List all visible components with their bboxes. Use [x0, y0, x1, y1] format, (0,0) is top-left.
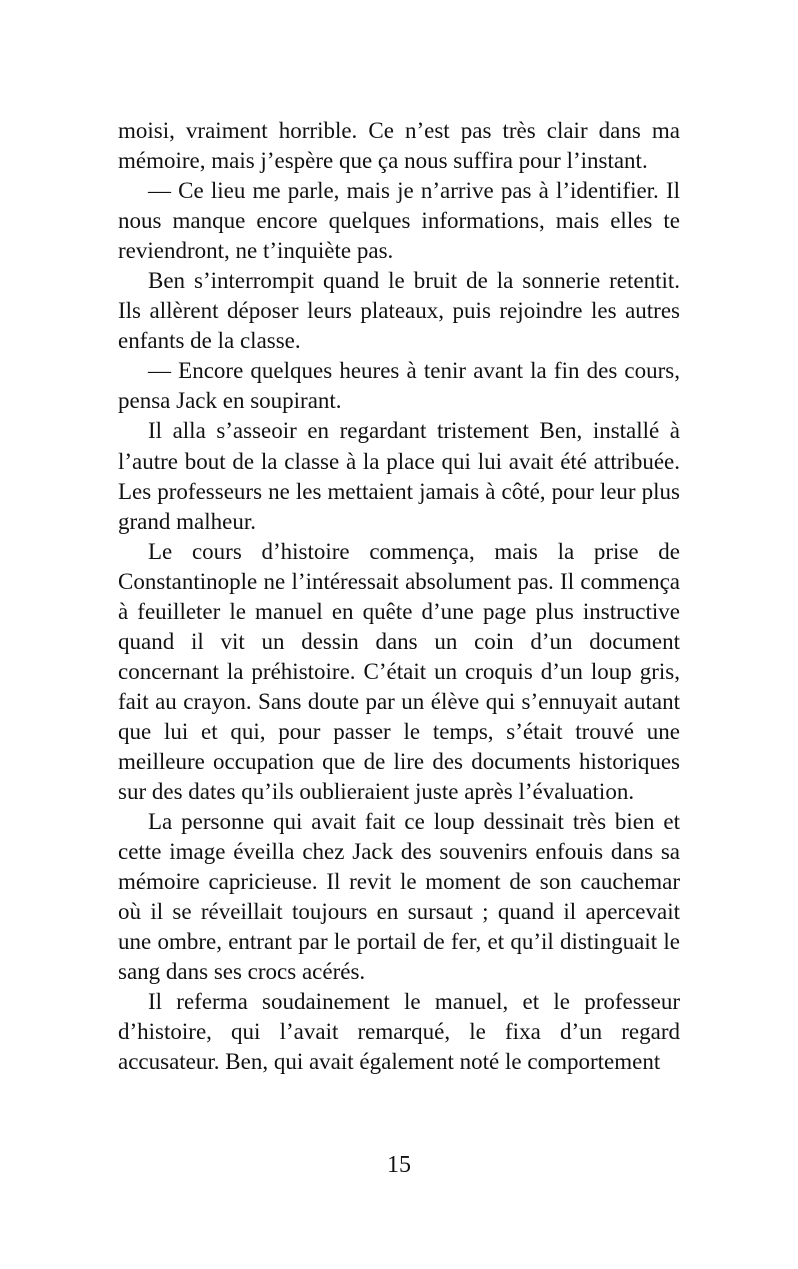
- page-number: 15: [387, 1152, 411, 1178]
- body-text: [118, 116, 680, 1078]
- paragraph: Il referma soudainement le manuel, et le professeur d’histoire, qui l’avait remarqué, le fixa d’un regard accusateur. Ben, qui avait également noté le comportement: [118, 989, 680, 1075]
- paragraph: moisi, vraiment horrible. Ce n’est pas très clair dans ma mémoire, mais j’espère que ça nous suffira pour l’instant.: [118, 118, 680, 174]
- paragraph: Ben s’interrompit quand le bruit de la sonnerie retentit. Ils allèrent déposer leurs plateaux, puis rejoindre les autres enfants de la classe.: [118, 268, 680, 354]
- paragraph: La personne qui avait fait ce loup dessinait très bien et cette image éveilla chez Jack des souvenirs enfouis dans sa mémoire capricieuse. Il revit le moment de son cauchemar où il se réveillait toujours en sursaut ; quand il apercevait une ombre, entrant par le portail de fer, et qu’il distinguait le sang dans ses crocs acérés.: [118, 809, 680, 985]
- paragraph: — Encore quelques heures à tenir avant la fin des cours, pensa Jack en soupirant.: [118, 358, 680, 414]
- paragraph: Il alla s’asseoir en regardant tristement Ben, installé à l’autre bout de la classe à la place qui lui avait été attribuée. Les professeurs ne les mettaient jamais à côté, pour leur plus grand malheur.: [118, 418, 680, 534]
- paragraph: Le cours d’histoire commença, mais la prise de Constantinople ne l’intéressait absolument pas. Il commença à feuilleter le manuel en quête d’une page plus instructive quand il vit un dessin dans un coin d’un document concernant la préhistoire. C’était un croquis d’un loup gris, fait au crayon. Sans doute par un élève qui s’ennuyait autant que lui et qui, pour passer le temps, s’était trouvé une meilleure occupation que de lire des documents historiques sur des dates qu’ils oublieraient juste après l’évaluation.: [118, 538, 680, 805]
- paragraph: — Ce lieu me parle, mais je n’arrive pas à l’identifier. Il nous manque encore quelques informations, mais elles te reviendront, ne t’inquiète pas.: [118, 178, 680, 264]
